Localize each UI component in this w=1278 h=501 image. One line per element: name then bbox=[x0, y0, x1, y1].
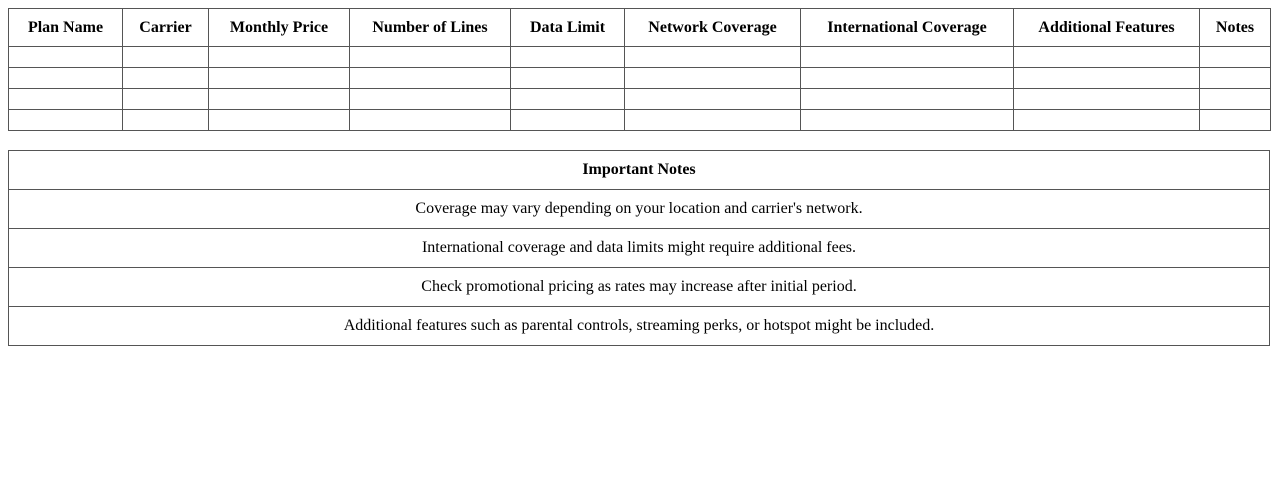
column-header-network-coverage: Network Coverage bbox=[625, 9, 801, 47]
table-cell bbox=[511, 68, 625, 89]
note-row bbox=[9, 268, 1270, 307]
table-cell bbox=[1014, 68, 1200, 89]
table-row bbox=[9, 110, 1271, 131]
table-cell bbox=[209, 110, 350, 131]
column-header-carrier: Carrier bbox=[123, 9, 209, 47]
table-cell bbox=[801, 110, 1014, 131]
note-item: International coverage and data limits might require additional fees. bbox=[9, 229, 1270, 268]
column-header-plan-name: Plan Name bbox=[9, 9, 123, 47]
header-row bbox=[9, 9, 1271, 47]
notes-header-row bbox=[9, 151, 1270, 190]
table-cell bbox=[801, 89, 1014, 110]
table-row bbox=[9, 89, 1271, 110]
table-cell bbox=[511, 47, 625, 68]
note-item: Coverage may vary depending on your location and carrier's network. bbox=[9, 190, 1270, 229]
notes-title: Important Notes bbox=[9, 151, 1270, 190]
table-cell bbox=[801, 68, 1014, 89]
table-cell bbox=[9, 47, 123, 68]
table-cell bbox=[350, 68, 511, 89]
note-item: Check promotional pricing as rates may increase after initial period. bbox=[9, 268, 1270, 307]
table-cell bbox=[1200, 110, 1271, 131]
column-header-monthly-price: Monthly Price bbox=[209, 9, 350, 47]
table-cell bbox=[625, 68, 801, 89]
table-cell bbox=[625, 89, 801, 110]
plans-comparison-table bbox=[8, 8, 1271, 131]
table-cell bbox=[9, 89, 123, 110]
table-cell bbox=[350, 89, 511, 110]
table-cell bbox=[1200, 68, 1271, 89]
table-cell bbox=[123, 89, 209, 110]
table-row bbox=[9, 68, 1271, 89]
table-cell bbox=[9, 110, 123, 131]
table-cell bbox=[209, 47, 350, 68]
note-row bbox=[9, 190, 1270, 229]
table-cell bbox=[209, 89, 350, 110]
column-header-additional-features: Additional Features bbox=[1014, 9, 1200, 47]
table-cell bbox=[1200, 47, 1271, 68]
table-cell bbox=[123, 68, 209, 89]
note-row bbox=[9, 229, 1270, 268]
note-item: Additional features such as parental controls, streaming perks, or hotspot might be included. bbox=[9, 307, 1270, 346]
table-row bbox=[9, 47, 1271, 68]
table-cell bbox=[123, 110, 209, 131]
table-cell bbox=[1014, 89, 1200, 110]
table-cell bbox=[350, 47, 511, 68]
table-cell bbox=[511, 110, 625, 131]
column-header-notes: Notes bbox=[1200, 9, 1271, 47]
note-row bbox=[9, 307, 1270, 346]
table-cell bbox=[123, 47, 209, 68]
table-cell bbox=[511, 89, 625, 110]
table-cell bbox=[625, 47, 801, 68]
column-header-number-of-lines: Number of Lines bbox=[350, 9, 511, 47]
table-cell bbox=[1014, 110, 1200, 131]
table-cell bbox=[209, 68, 350, 89]
column-header-data-limit: Data Limit bbox=[511, 9, 625, 47]
table-cell bbox=[350, 110, 511, 131]
important-notes-table bbox=[8, 150, 1270, 346]
table-cell bbox=[1200, 89, 1271, 110]
table-cell bbox=[1014, 47, 1200, 68]
table-cell bbox=[801, 47, 1014, 68]
table-cell bbox=[9, 68, 123, 89]
table-cell bbox=[625, 110, 801, 131]
column-header-international-coverage: International Coverage bbox=[801, 9, 1014, 47]
